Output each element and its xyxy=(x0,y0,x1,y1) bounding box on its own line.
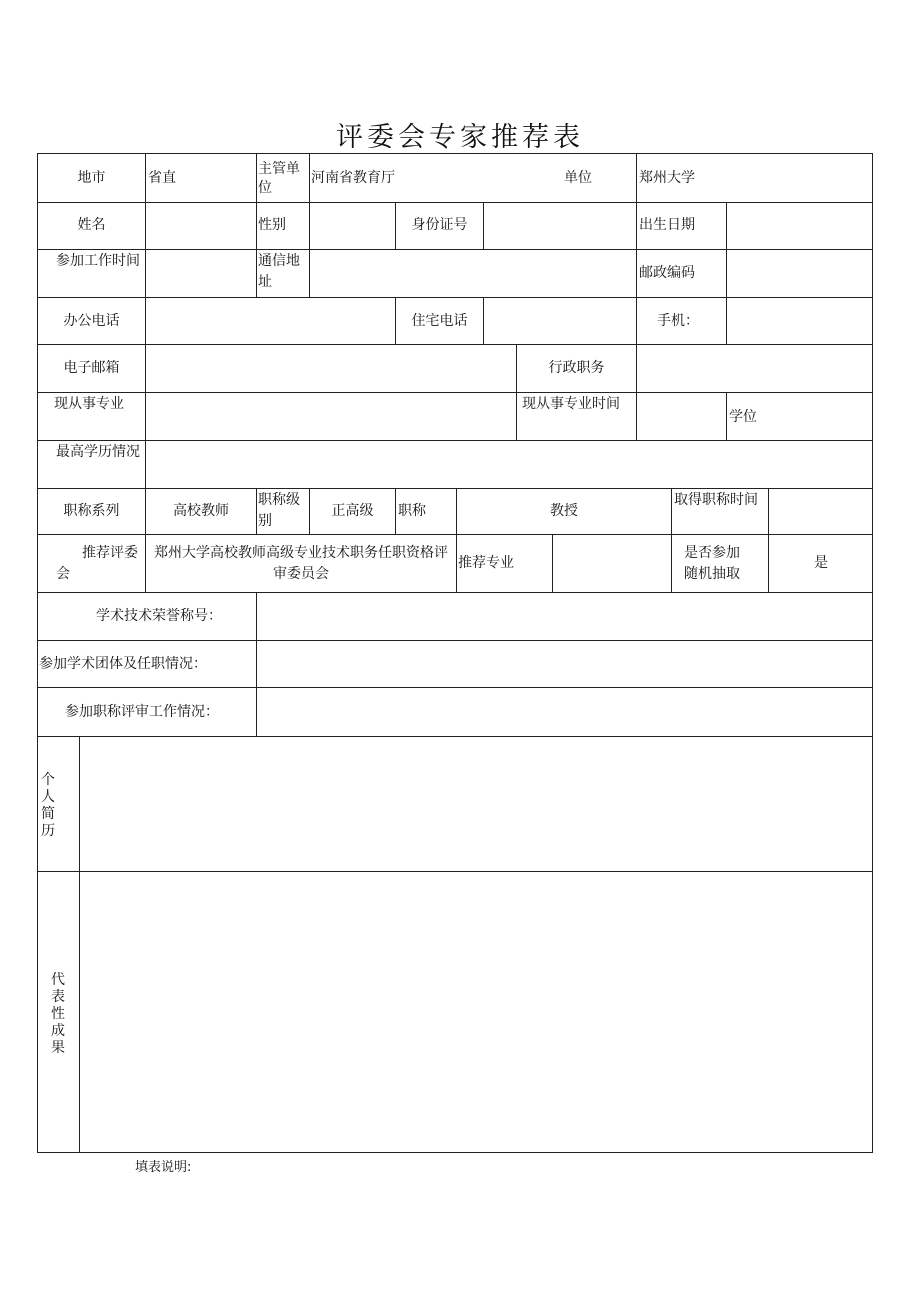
review-work-label: 参加职称评审工作情况： xyxy=(65,704,219,720)
education-label: 最高学历情况 xyxy=(56,444,140,460)
col-divider xyxy=(483,202,484,249)
honor-label: 学术技术荣誉称号： xyxy=(96,608,222,624)
row-divider xyxy=(37,202,873,203)
col-divider xyxy=(671,488,672,534)
resume-label: 个人简历 xyxy=(41,772,55,839)
fill-instructions: 填表说明: xyxy=(135,1160,192,1175)
row-divider xyxy=(37,640,873,641)
email-label: 电子邮箱 xyxy=(63,360,120,376)
col-divider xyxy=(636,392,637,440)
row-divider xyxy=(37,736,873,737)
col-divider xyxy=(145,440,146,488)
col-divider xyxy=(483,297,484,344)
col-divider xyxy=(145,297,146,344)
col-divider xyxy=(309,249,310,297)
unit-value[interactable]: 郑州大学 xyxy=(639,170,695,186)
col-divider xyxy=(145,392,146,440)
city-value[interactable]: 省直 xyxy=(148,170,176,186)
row-divider xyxy=(37,249,873,250)
major-label: 现从事专业 xyxy=(54,396,124,412)
title-level-label: 职称级别 xyxy=(258,492,300,529)
col-divider xyxy=(145,534,146,592)
col-divider xyxy=(79,736,80,1153)
col-divider xyxy=(726,392,727,440)
col-divider xyxy=(671,534,672,592)
row-divider xyxy=(37,297,873,298)
gender-label: 性别 xyxy=(258,217,286,233)
col-divider xyxy=(768,488,769,534)
table-frame xyxy=(37,153,873,1153)
society-label: 参加学术团体及任职情况： xyxy=(39,656,207,672)
col-divider xyxy=(636,153,637,202)
row-divider xyxy=(37,440,873,441)
title-label: 职称 xyxy=(398,503,426,519)
title-level-value[interactable]: 正高级 xyxy=(331,503,374,519)
title-time-label: 取得职称时间 xyxy=(674,492,758,508)
title-value[interactable]: 教授 xyxy=(550,503,578,519)
col-divider xyxy=(395,488,396,534)
random-value[interactable]: 是 xyxy=(814,555,828,571)
row-divider xyxy=(37,592,873,593)
col-divider xyxy=(256,202,257,249)
col-divider xyxy=(636,344,637,392)
name-label: 姓名 xyxy=(77,217,106,233)
address-label: 通信地址 xyxy=(258,253,300,290)
col-divider xyxy=(256,488,257,534)
row-divider xyxy=(37,392,873,393)
col-divider xyxy=(256,249,257,297)
title-series-label: 职称系列 xyxy=(63,503,120,519)
committee-value[interactable]: 郑州大学高校教师高级专业技术职务任职资格评审委员会 xyxy=(154,545,448,582)
page-title: 评委会专家推荐表 xyxy=(336,122,584,153)
random-label: 是否参加随机抽取 xyxy=(684,545,740,582)
row-divider xyxy=(37,871,873,872)
major-time-label: 现从事专业时间 xyxy=(522,396,620,412)
birth-label: 出生日期 xyxy=(639,217,695,233)
col-divider xyxy=(145,202,146,249)
col-divider xyxy=(309,153,310,202)
col-divider xyxy=(145,344,146,392)
col-divider xyxy=(145,153,146,202)
work-start-label: 参加工作时间 xyxy=(56,253,140,269)
row-divider xyxy=(37,687,873,688)
col-divider xyxy=(636,297,637,344)
col-divider xyxy=(726,297,727,344)
col-divider xyxy=(516,392,517,440)
col-divider xyxy=(145,249,146,297)
col-divider xyxy=(256,592,257,736)
col-divider xyxy=(552,534,553,592)
home-phone-label: 住宅电话 xyxy=(411,313,468,329)
degree-label: 学位 xyxy=(729,409,757,425)
row-divider xyxy=(37,534,873,535)
title-series-value[interactable]: 高校教师 xyxy=(173,503,229,519)
col-divider xyxy=(636,249,637,297)
committee-label: 推荐评委会 xyxy=(56,545,138,582)
id-label: 身份证号 xyxy=(411,217,468,233)
admin-post-label: 行政职务 xyxy=(548,360,605,376)
office-phone-label: 办公电话 xyxy=(63,313,120,329)
dept-value[interactable]: 河南省教育厅 xyxy=(311,170,395,186)
mobile-label: 手机： xyxy=(657,313,699,329)
col-divider xyxy=(636,202,637,249)
col-divider xyxy=(726,202,727,249)
col-divider xyxy=(726,249,727,297)
col-divider xyxy=(256,153,257,202)
row-divider xyxy=(37,344,873,345)
rec-major-label: 推荐专业 xyxy=(458,555,514,571)
row-divider xyxy=(37,488,873,489)
col-divider xyxy=(309,202,310,249)
city-label: 地市 xyxy=(77,170,106,186)
achievements-label: 代表性成果 xyxy=(51,972,65,1056)
col-divider xyxy=(456,534,457,592)
unit-label: 单位 xyxy=(564,170,592,186)
dept-label: 主管单位 xyxy=(258,161,300,196)
postcode-label: 邮政编码 xyxy=(639,265,695,281)
